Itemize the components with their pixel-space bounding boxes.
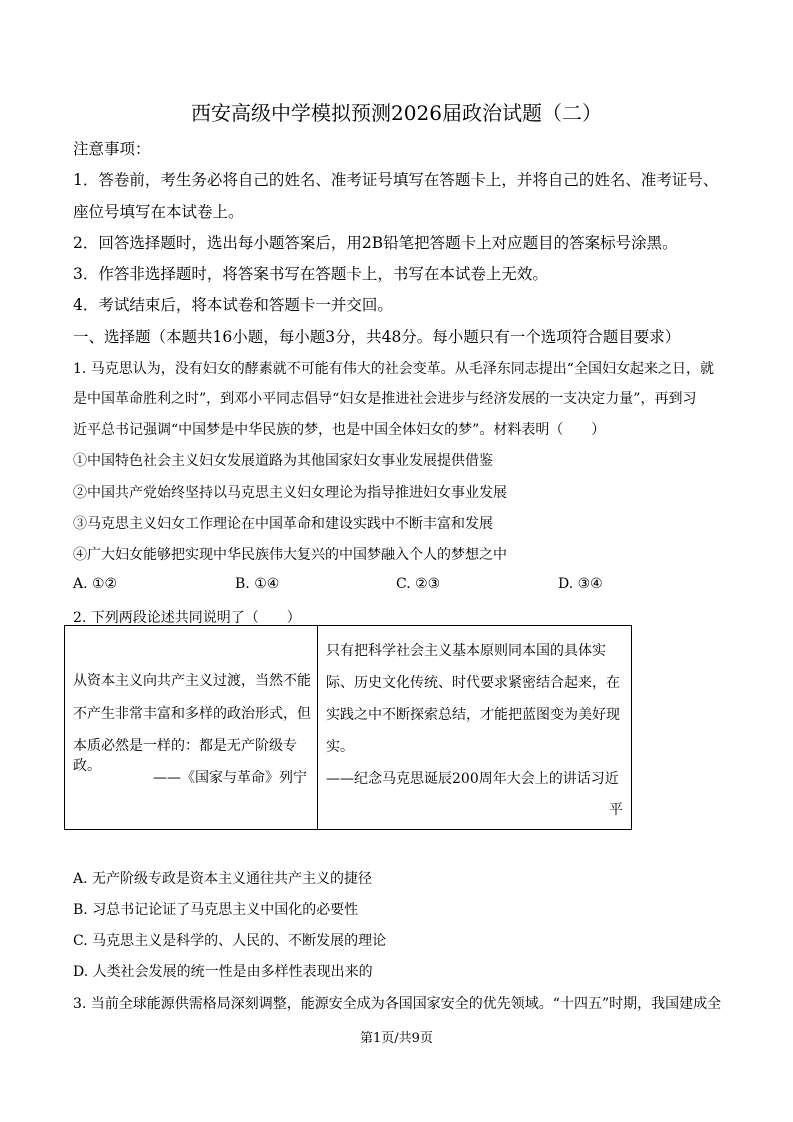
q1-option-d[interactable]: D. ③④ bbox=[558, 576, 603, 592]
q2-option-b[interactable]: B. 习总书记论证了马克思主义中国化的必要性 bbox=[73, 902, 359, 918]
quote-left-source: ——《国家与革命》列宁 bbox=[153, 770, 307, 786]
quote-left-cell bbox=[65, 626, 318, 830]
quote-right-cell bbox=[318, 626, 632, 830]
q2-option-a[interactable]: A. 无产阶级专政是资本主义通往共产主义的捷径 bbox=[73, 871, 373, 887]
q1-stem-line: 是中国革命胜利之时”，到邓小平同志倡导“妇女是推进社会进步与经济发展的一支决定力量”，再到习 bbox=[73, 391, 697, 407]
notice-item: 4．考试结束后，将本试卷和答题卡一并交回。 bbox=[73, 296, 393, 314]
q1-statement: ①中国特色社会主义妇女发展道路为其他国家妇女事业发展提供借鉴 bbox=[73, 453, 493, 469]
q1-statement: ③马克思主义妇女工作理论在中国革命和建设实践中不断丰富和发展 bbox=[73, 516, 493, 532]
quote-right-line: 实。 bbox=[326, 739, 354, 755]
q1-option-a[interactable]: A. ①② bbox=[73, 576, 118, 592]
quote-right-line: 际、历史文化传统、时代要求紧密结合起来，在 bbox=[326, 675, 620, 691]
section-heading: 一、选择题（本题共16小题，每小题3分，共48分。每小题只有一个选项符合题目要求） bbox=[73, 328, 681, 346]
exam-title: 西安高级中学模拟预测2026届政治试题（二） bbox=[191, 101, 602, 125]
notice-item: 座位号填写在本试卷上。 bbox=[73, 203, 244, 221]
q1-stem-line: 近平总书记强调“中国梦是中华民族的梦，也是中国全体妇女的梦”。材料表明（ ） bbox=[73, 422, 606, 438]
quote-left-line: 从资本主义向共产主义过渡，当然不能 bbox=[73, 673, 311, 689]
quote-right-line: 实践之中不断探索总结，才能把蓝图变为美好现 bbox=[326, 707, 620, 723]
page-footer: 第1页/共9页 bbox=[360, 1031, 433, 1046]
notice-item: 3．作答非选择题时，将答案书写在答题卡上，书写在本试卷上无效。 bbox=[73, 265, 548, 283]
q1-stem-line: 1. 马克思认为，没有妇女的酵素就不可能有伟大的社会变革。从毛泽东同志提出“全国妇女起来之日，就 bbox=[73, 361, 714, 377]
q2-stem: 2. 下列两段论述共同说明了（ ） bbox=[73, 610, 301, 626]
quote-right-source: ——纪念马克思诞辰200周年大会上的讲话习近 bbox=[326, 771, 619, 787]
q2-option-d[interactable]: D. 人类社会发展的统一性是由多样性表现出来的 bbox=[73, 964, 373, 980]
q1-option-b[interactable]: B. ①④ bbox=[235, 576, 280, 592]
q3-stem-line: 3. 当前全球能源供需格局深刻调整，能源安全成为各国国家安全的优先领域。“十四五”时期，我国建成全 bbox=[73, 996, 722, 1012]
notice-heading: 注意事项： bbox=[73, 140, 151, 158]
quote-right-source-end: 平 bbox=[609, 802, 623, 818]
quote-left-line: 不产生非常丰富和多样的政治形式，但 bbox=[73, 706, 311, 722]
q1-option-c[interactable]: C. ②③ bbox=[396, 576, 441, 592]
q2-option-c[interactable]: C. 马克思主义是科学的、人民的、不断发展的理论 bbox=[73, 933, 387, 949]
q2-quote-table bbox=[64, 625, 632, 830]
q1-statement: ②中国共产党始终坚持以马克思主义妇女理论为指导推进妇女事业发展 bbox=[73, 485, 507, 501]
notice-item: 1．答卷前，考生务必将自己的姓名、准考证号填写在答题卡上，并将自己的姓名、准考证号、 bbox=[73, 171, 719, 189]
quote-left-line: 本质必然是一样的：都是无产阶级专政。 bbox=[73, 738, 297, 774]
notice-item: 2．回答选择题时，选出每小题答案后，用2B铅笔把答题卡上对应题目的答案标号涂黑。 bbox=[73, 234, 678, 252]
q1-statement: ④广大妇女能够把实现中华民族伟大复兴的中国梦融入个人的梦想之中 bbox=[73, 547, 507, 563]
quote-right-line: 只有把科学社会主义基本原则同本国的具体实 bbox=[326, 643, 606, 659]
